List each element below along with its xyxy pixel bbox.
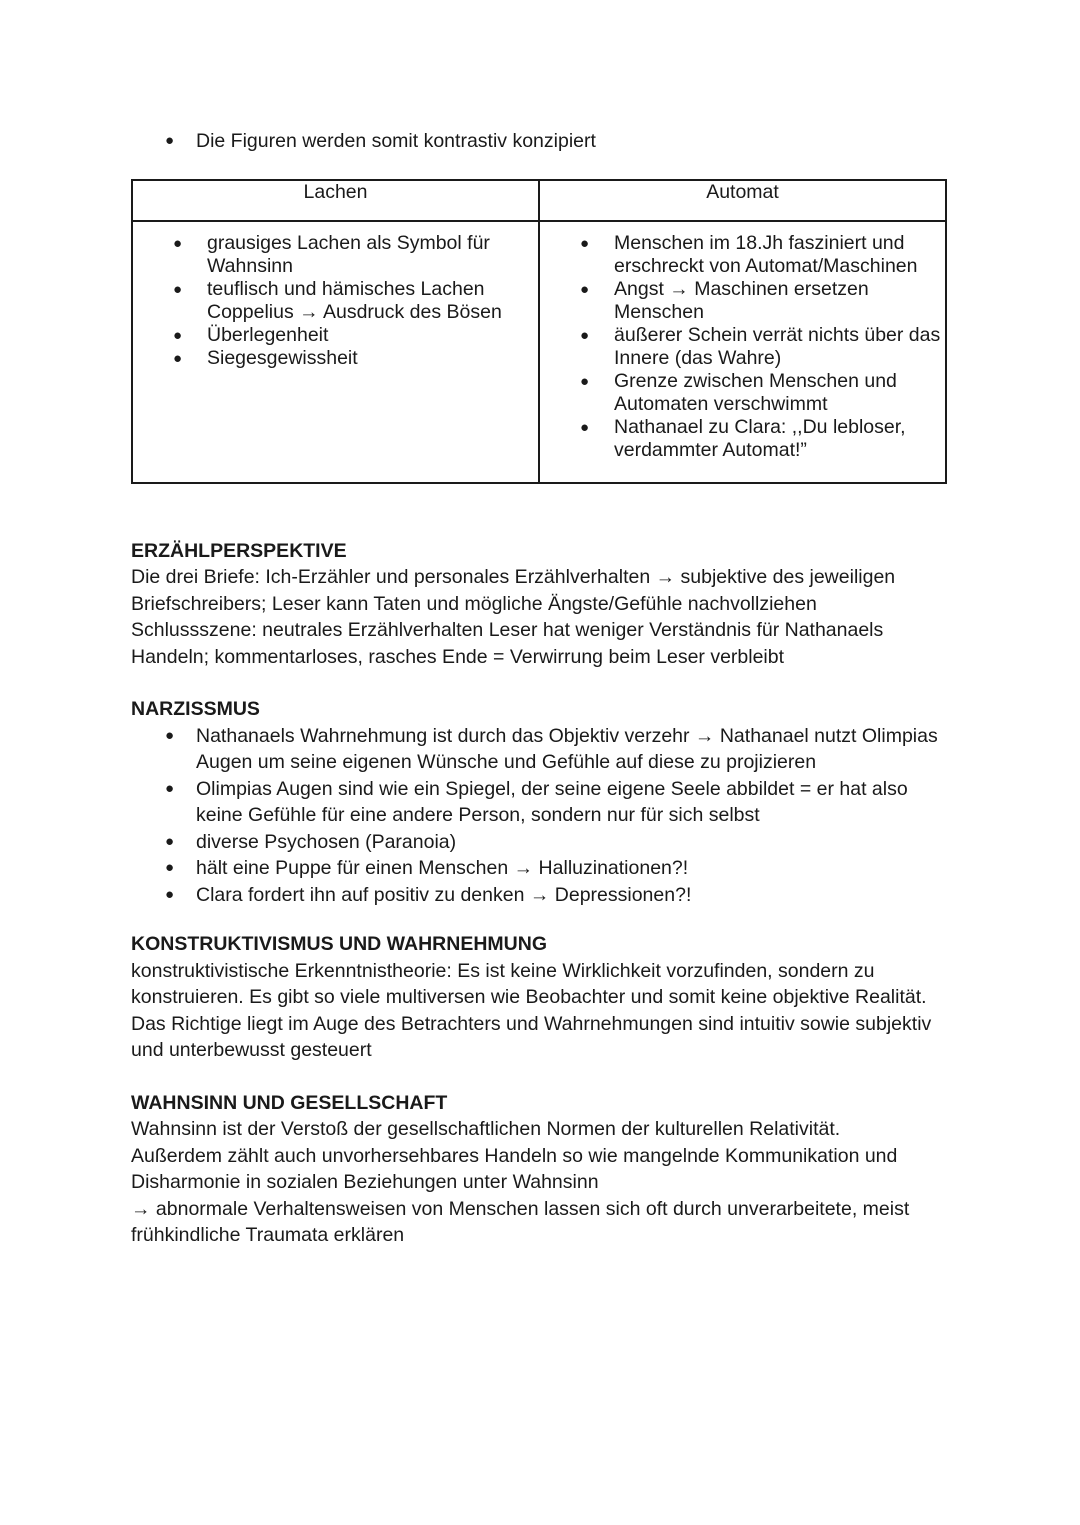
list-item: ● teuflisch und hämisches Lachen Coppelius → Ausdruck des Bösen	[133, 278, 538, 324]
narzissmus-bullet-list	[131, 723, 947, 909]
section-heading: WAHNSINN UND GESELLSCHAFT	[131, 1091, 448, 1114]
section-heading: ERZÄHLPERSPEKTIVE	[131, 539, 347, 562]
section-text: konstruktivistische Erkenntnistheorie: Es ist keine Wirklichkeit vorzufinden, sondern zu konstruieren. Es gibt so viele multiversen wie Beobachter und somit keine objektive Realität. Das Richtige liegt im Auge des Betrachters und Wahrnehmungen sind intuitiv sowie subjektiv und unterbewusst gesteuert	[131, 959, 932, 1061]
list-item: ● Nathanaels Wahrnehmung ist durch das Objektiv verzehr → Nathanael nutzt Olimpias Augen um seine eigenen Wünsche und Gefühle auf diese zu projizieren	[131, 723, 947, 776]
list-item: ● Grenze zwischen Menschen und Automaten verschwimmt	[540, 370, 945, 416]
table-header-row	[132, 180, 946, 221]
table-cell-automat	[539, 221, 946, 483]
list-item: ● grausiges Lachen als Symbol für Wahnsinn	[133, 232, 538, 278]
section-heading: KONSTRUKTIVISMUS UND WAHRNEHMUNG	[131, 933, 547, 955]
list-item: ● Menschen im 18.Jh fasziniert und erschreckt von Automat/Maschinen	[540, 232, 945, 278]
section-narzissmus	[131, 696, 947, 908]
list-item: ● hält eine Puppe für einen Menschen → Halluzinationen?!	[131, 855, 947, 882]
intro-bullet-list	[131, 128, 947, 155]
automat-bullet-list	[540, 232, 945, 462]
lachen-bullet-list	[133, 232, 538, 370]
section-erzaehlperspektive	[131, 538, 947, 671]
list-item: ● Siegesgewissheit	[133, 347, 538, 370]
table-cell-lachen	[132, 221, 539, 483]
section-konstruktivismus	[131, 931, 947, 1064]
document-page	[131, 128, 947, 1249]
section-text: Die drei Briefe: Ich-Erzähler und personales Erzählverhalten → subjektive des jeweiligen Briefschreibers; Leser kann Taten und mögliche Ängste/Gefühle nachvollziehen Schlussszene: neutrales Erzählverhalten Leser hat weniger Verständnis für Nathanaels Handeln; kommentarloses, rasches Ende = Verwirrung beim Leser verbleibt	[131, 566, 896, 668]
list-item: ● äußerer Schein verrät nichts über das Innere (das Wahre)	[540, 324, 945, 370]
list-item: ● Die Figuren werden somit kontrastiv konzipiert	[131, 128, 947, 155]
table-header-lachen: Lachen	[132, 180, 539, 221]
list-item: ● Überlegenheit	[133, 324, 538, 347]
list-item: ● Nathanael zu Clara: ,,Du lebloser, verdammter Automat!”	[540, 416, 945, 462]
section-heading: NARZISSMUS	[131, 698, 260, 720]
list-item: ● Clara fordert ihn auf positiv zu denken → Depressionen?!	[131, 882, 947, 909]
list-item: ● diverse Psychosen (Paranoia)	[131, 829, 947, 856]
table-row	[132, 221, 946, 483]
section-text: Wahnsinn ist der Verstoß der gesellschaftlichen Normen der kulturellen Relativität. Außerdem zählt auch unvorhersehbares Handeln so wie mangelnde Kommunikation und Disharmonie in sozialen Beziehungen unter Wahnsinn → abnormale Verhaltensweisen von Menschen lassen sich oft durch unverarbeitete, meist frühkindliche Traumata erklären	[131, 1118, 910, 1246]
table-header-automat: Automat	[539, 180, 946, 221]
list-item: ● Olimpias Augen sind wie ein Spiegel, der seine eigene Seele abbildet = er hat also keine Gefühle für eine andere Person, sondern nur für sich selbst	[131, 776, 947, 829]
comparison-table	[131, 179, 947, 484]
list-item: ● Angst → Maschinen ersetzen Menschen	[540, 278, 945, 324]
section-wahnsinn	[131, 1090, 947, 1249]
